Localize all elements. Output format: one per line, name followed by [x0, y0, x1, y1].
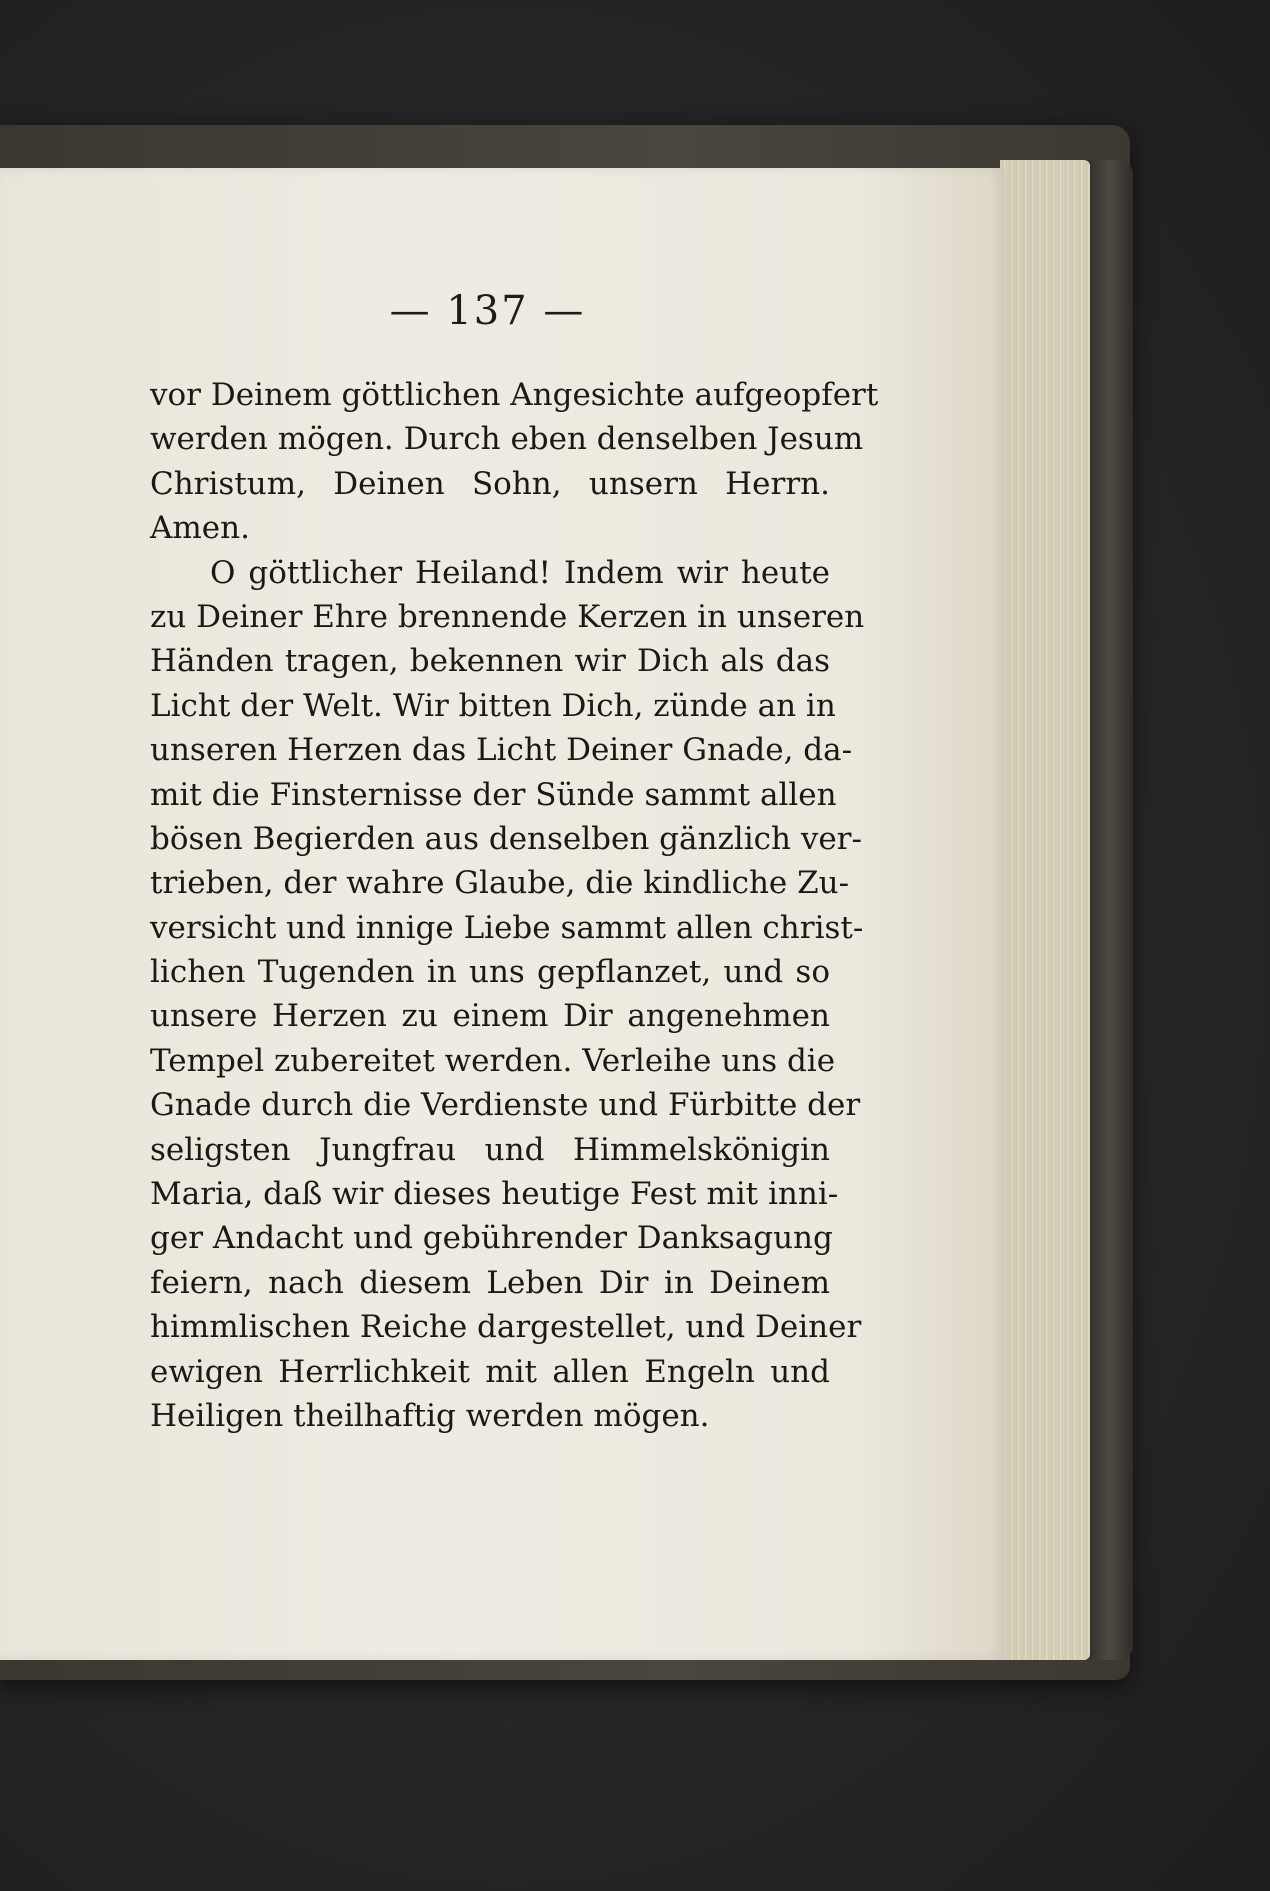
- text-line: feiern, nach diesem Leben Dir in Deinem: [150, 1264, 830, 1301]
- text-line: trieben, der wahre Glaube, die kindliche Zu-: [150, 865, 850, 902]
- text-line: werden mögen. Durch eben denselben Jesum: [150, 421, 864, 458]
- text-line: zu Deiner Ehre brennende Kerzen in unseren: [150, 598, 865, 635]
- text-line: versicht und innige Liebe sammt allen christ-: [150, 909, 864, 946]
- text-line: Händen tragen, bekennen wir Dich als das: [150, 643, 830, 680]
- book-spine-edge: [1085, 160, 1133, 1660]
- text-line: ewigen Herrlichkeit mit allen Engeln und: [150, 1353, 830, 1390]
- text-line: unseren Herzen das Licht Deiner Gnade, da-: [150, 732, 853, 769]
- text-line: Amen.: [150, 510, 250, 547]
- text-line: himmlischen Reiche dargestellet, und Deiner: [150, 1309, 862, 1346]
- text-line: lichen Tugenden in uns gepflanzet, und so: [150, 954, 830, 991]
- text-line: ger Andacht und gebührender Danksagung: [150, 1220, 833, 1257]
- text-line: unsere Herzen zu einem Dir angenehmen: [150, 998, 830, 1035]
- text-line: O göttlicher Heiland! Indem wir heute: [210, 554, 830, 591]
- text-line: Gnade durch die Verdienste und Fürbitte der: [150, 1087, 861, 1124]
- text-line: Christum, Deinen Sohn, unsern Herrn.: [150, 465, 830, 502]
- text-line: mit die Finsternisse der Sünde sammt allen: [150, 776, 837, 813]
- text-line: seligsten Jungfrau und Himmelskönigin: [150, 1131, 830, 1168]
- page-edges: [1000, 160, 1090, 1660]
- text-line: Heiligen theilhaftig werden mögen.: [150, 1397, 710, 1434]
- page-number: — 137 —: [389, 288, 586, 334]
- text-line: vor Deinem göttlichen Angesichte aufgeopfert: [150, 377, 879, 413]
- page-text: [150, 373, 879, 1438]
- text-line: Maria, daß wir dieses heutige Fest mit inni-: [150, 1176, 839, 1213]
- text-line: Tempel zubereitet werden. Verleihe uns die: [150, 1042, 836, 1079]
- text-line: Licht der Welt. Wir bitten Dich, zünde an in: [150, 687, 836, 724]
- text-line: bösen Begierden aus denselben gänzlich ver-: [150, 820, 862, 857]
- book-page: [0, 168, 1005, 1660]
